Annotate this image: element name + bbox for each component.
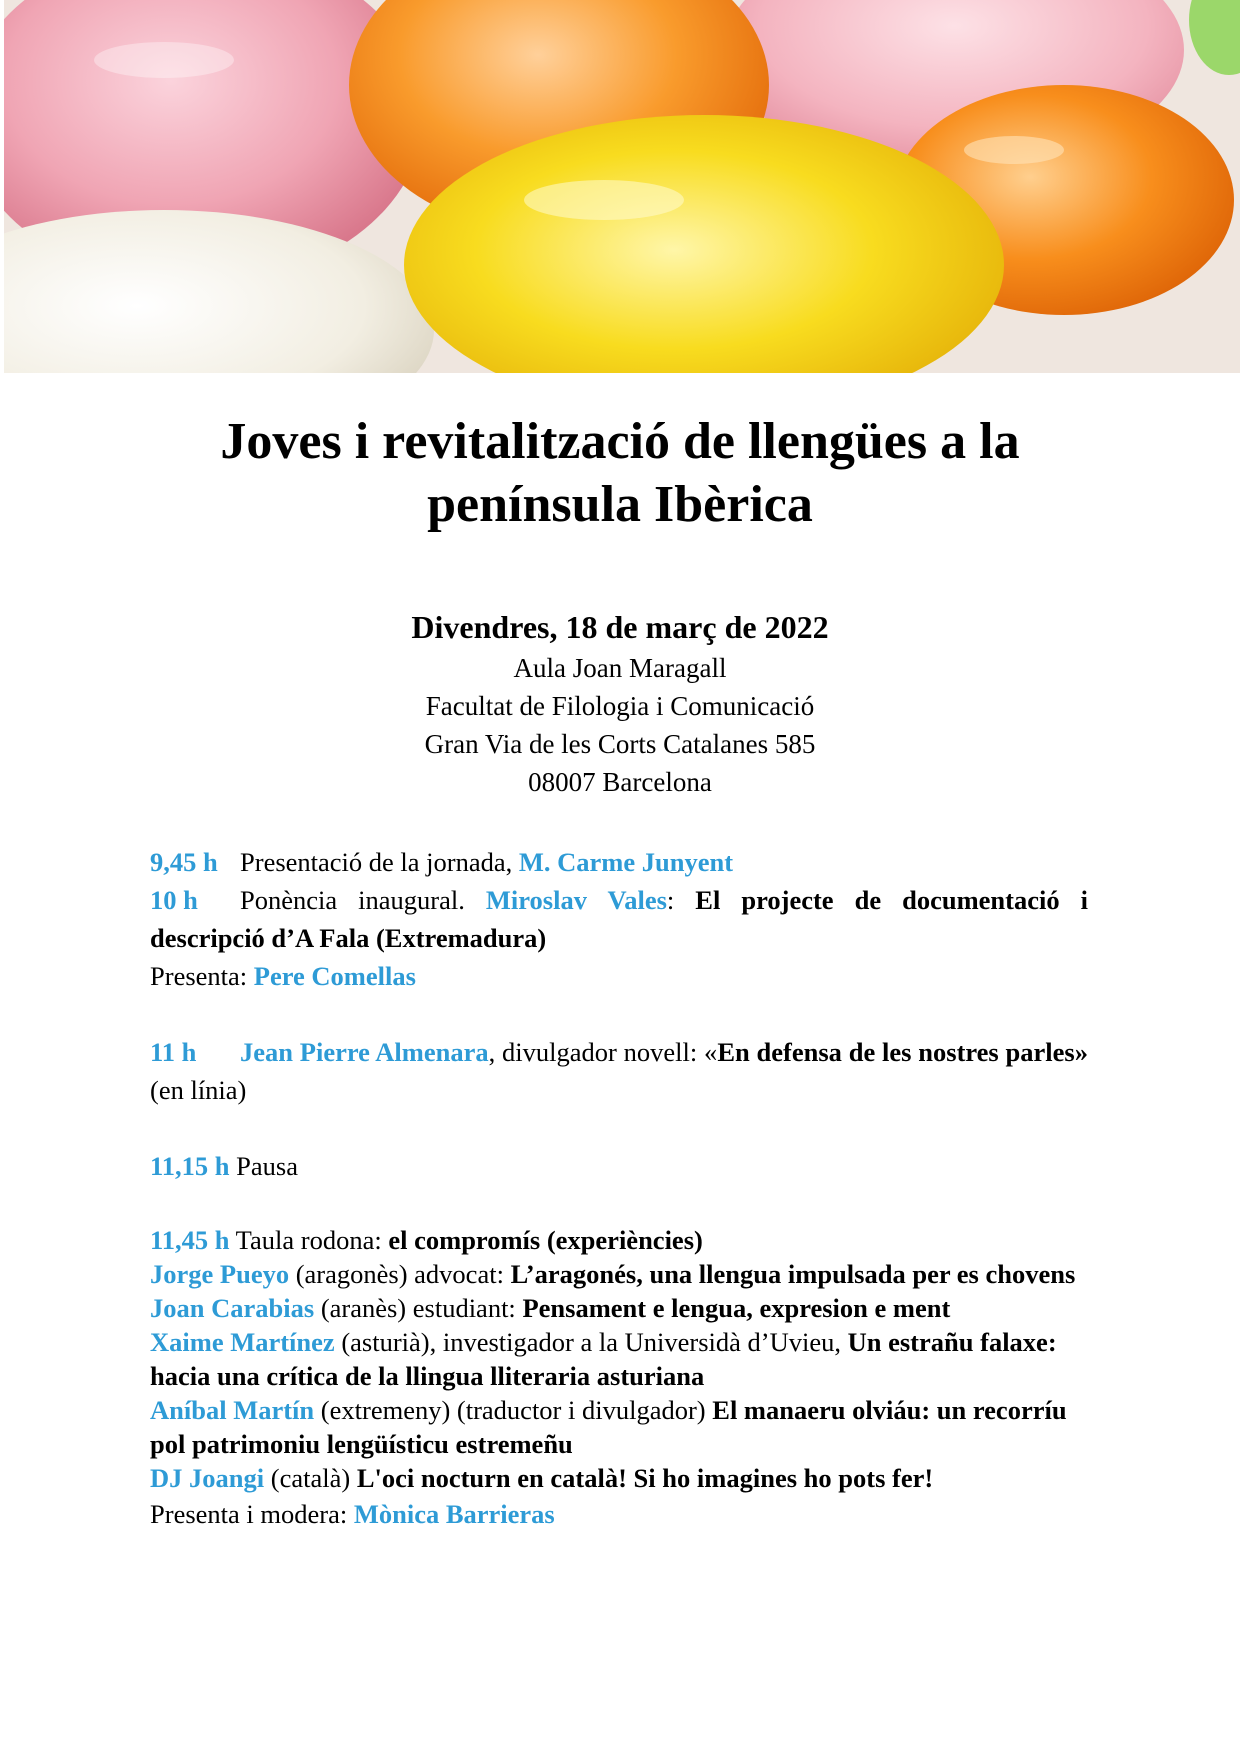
session-break (150, 1147, 1088, 1185)
session-time: 10 h (150, 885, 198, 915)
session-time: 9,45 h (150, 847, 218, 877)
roundtable-topic: el compromís (experiències) (388, 1225, 703, 1255)
title-line-1: Joves i revitalització de llengües a la (220, 413, 1020, 470)
panelist-desc: (aragonès) advocat: (289, 1259, 511, 1289)
panelist-name: Joan Carabias (150, 1293, 315, 1323)
page-title (100, 410, 1140, 536)
panelist-talk: L'oci nocturn en català! Si ho imagines ho pots fer! (356, 1463, 934, 1493)
roundtable-moderator (150, 1495, 1088, 1533)
session-note: (en línia) (150, 1075, 247, 1105)
session-text: Taula rodona: (229, 1225, 389, 1255)
session-keynote (150, 881, 1088, 957)
panelist-item (150, 1291, 1088, 1325)
panelist-name: Jorge Pueyo (150, 1259, 290, 1289)
panelist-item (150, 1461, 1088, 1495)
panelist-name: DJ Joangi (150, 1463, 265, 1493)
session-text: Pausa (229, 1151, 298, 1181)
session-talk-11 (150, 1033, 1088, 1109)
panelist-talk: Un estrañu falaxe: hacia una crítica de la llingua lliteraria asturiana (150, 1327, 1057, 1391)
talk-title: En defensa de les nostres parles» (717, 1037, 1088, 1067)
venue-room: Aula Joan Maragall (513, 653, 727, 683)
program-schedule (150, 843, 1088, 1533)
panelist-desc: (aranès) estudiant: (314, 1293, 523, 1323)
session-time: 11,45 h (150, 1225, 230, 1255)
session-presenter (150, 957, 1088, 995)
session-roundtable (150, 1223, 1088, 1257)
panelist-desc: (extremeny) (traductor i divulgador) (314, 1395, 713, 1425)
header-candies-photo (4, 0, 1240, 373)
session-text: Presentació de la jornada, (240, 847, 519, 877)
presenter-label: Presenta: (150, 961, 254, 991)
session-text: Ponència inaugural. (240, 885, 486, 915)
event-date: Divendres, 18 de març de 2022 (411, 609, 829, 645)
panelist-name: Aníbal Martín (150, 1395, 315, 1425)
session-opening (150, 843, 1088, 881)
venue-faculty: Facultat de Filologia i Comunicació (425, 691, 815, 721)
panelist-talk: Pensament e lengua, expresion e ment (522, 1293, 951, 1323)
venue-street: Gran Via de les Corts Catalanes 585 (424, 729, 816, 759)
moderator-label: Presenta i modera: (150, 1499, 354, 1529)
venue-block (200, 605, 1040, 801)
panelist-item (150, 1257, 1088, 1291)
presenter-name: Pere Comellas (253, 961, 416, 991)
candies-photo-icon (4, 0, 1240, 373)
moderator-name: Mònica Barrieras (353, 1499, 555, 1529)
speaker-name: Miroslav Vales (485, 885, 667, 915)
panelist-talk: L’aragonés, una llengua impulsada per es chovens (510, 1259, 1076, 1289)
venue-city: 08007 Barcelona (528, 767, 712, 797)
speaker-name: M. Carme Junyent (518, 847, 734, 877)
panelist-desc: (català) (264, 1463, 357, 1493)
separator: : (666, 885, 696, 915)
panelist-desc: (asturià), investigador a la Universidà d’Uvieu, (334, 1327, 848, 1357)
session-time: 11,15 h (150, 1151, 230, 1181)
session-text: , divulgador novell: « (488, 1037, 718, 1067)
speaker-name: Jean Pierre Almenara (240, 1037, 489, 1067)
panelist-name: Xaime Martínez (150, 1327, 335, 1357)
panelist-item (150, 1393, 1088, 1461)
title-line-2: península Ibèrica (427, 476, 813, 533)
session-time: 11 h (150, 1037, 197, 1067)
panelist-item (150, 1325, 1088, 1393)
panelist-talk: El manaeru olviáu: un recorríu pol patrimoniu lengüísticu estremeñu (150, 1395, 1067, 1459)
talk-title: El projecte de documentació i descripció d’A Fala (Extremadura) (150, 885, 1088, 953)
